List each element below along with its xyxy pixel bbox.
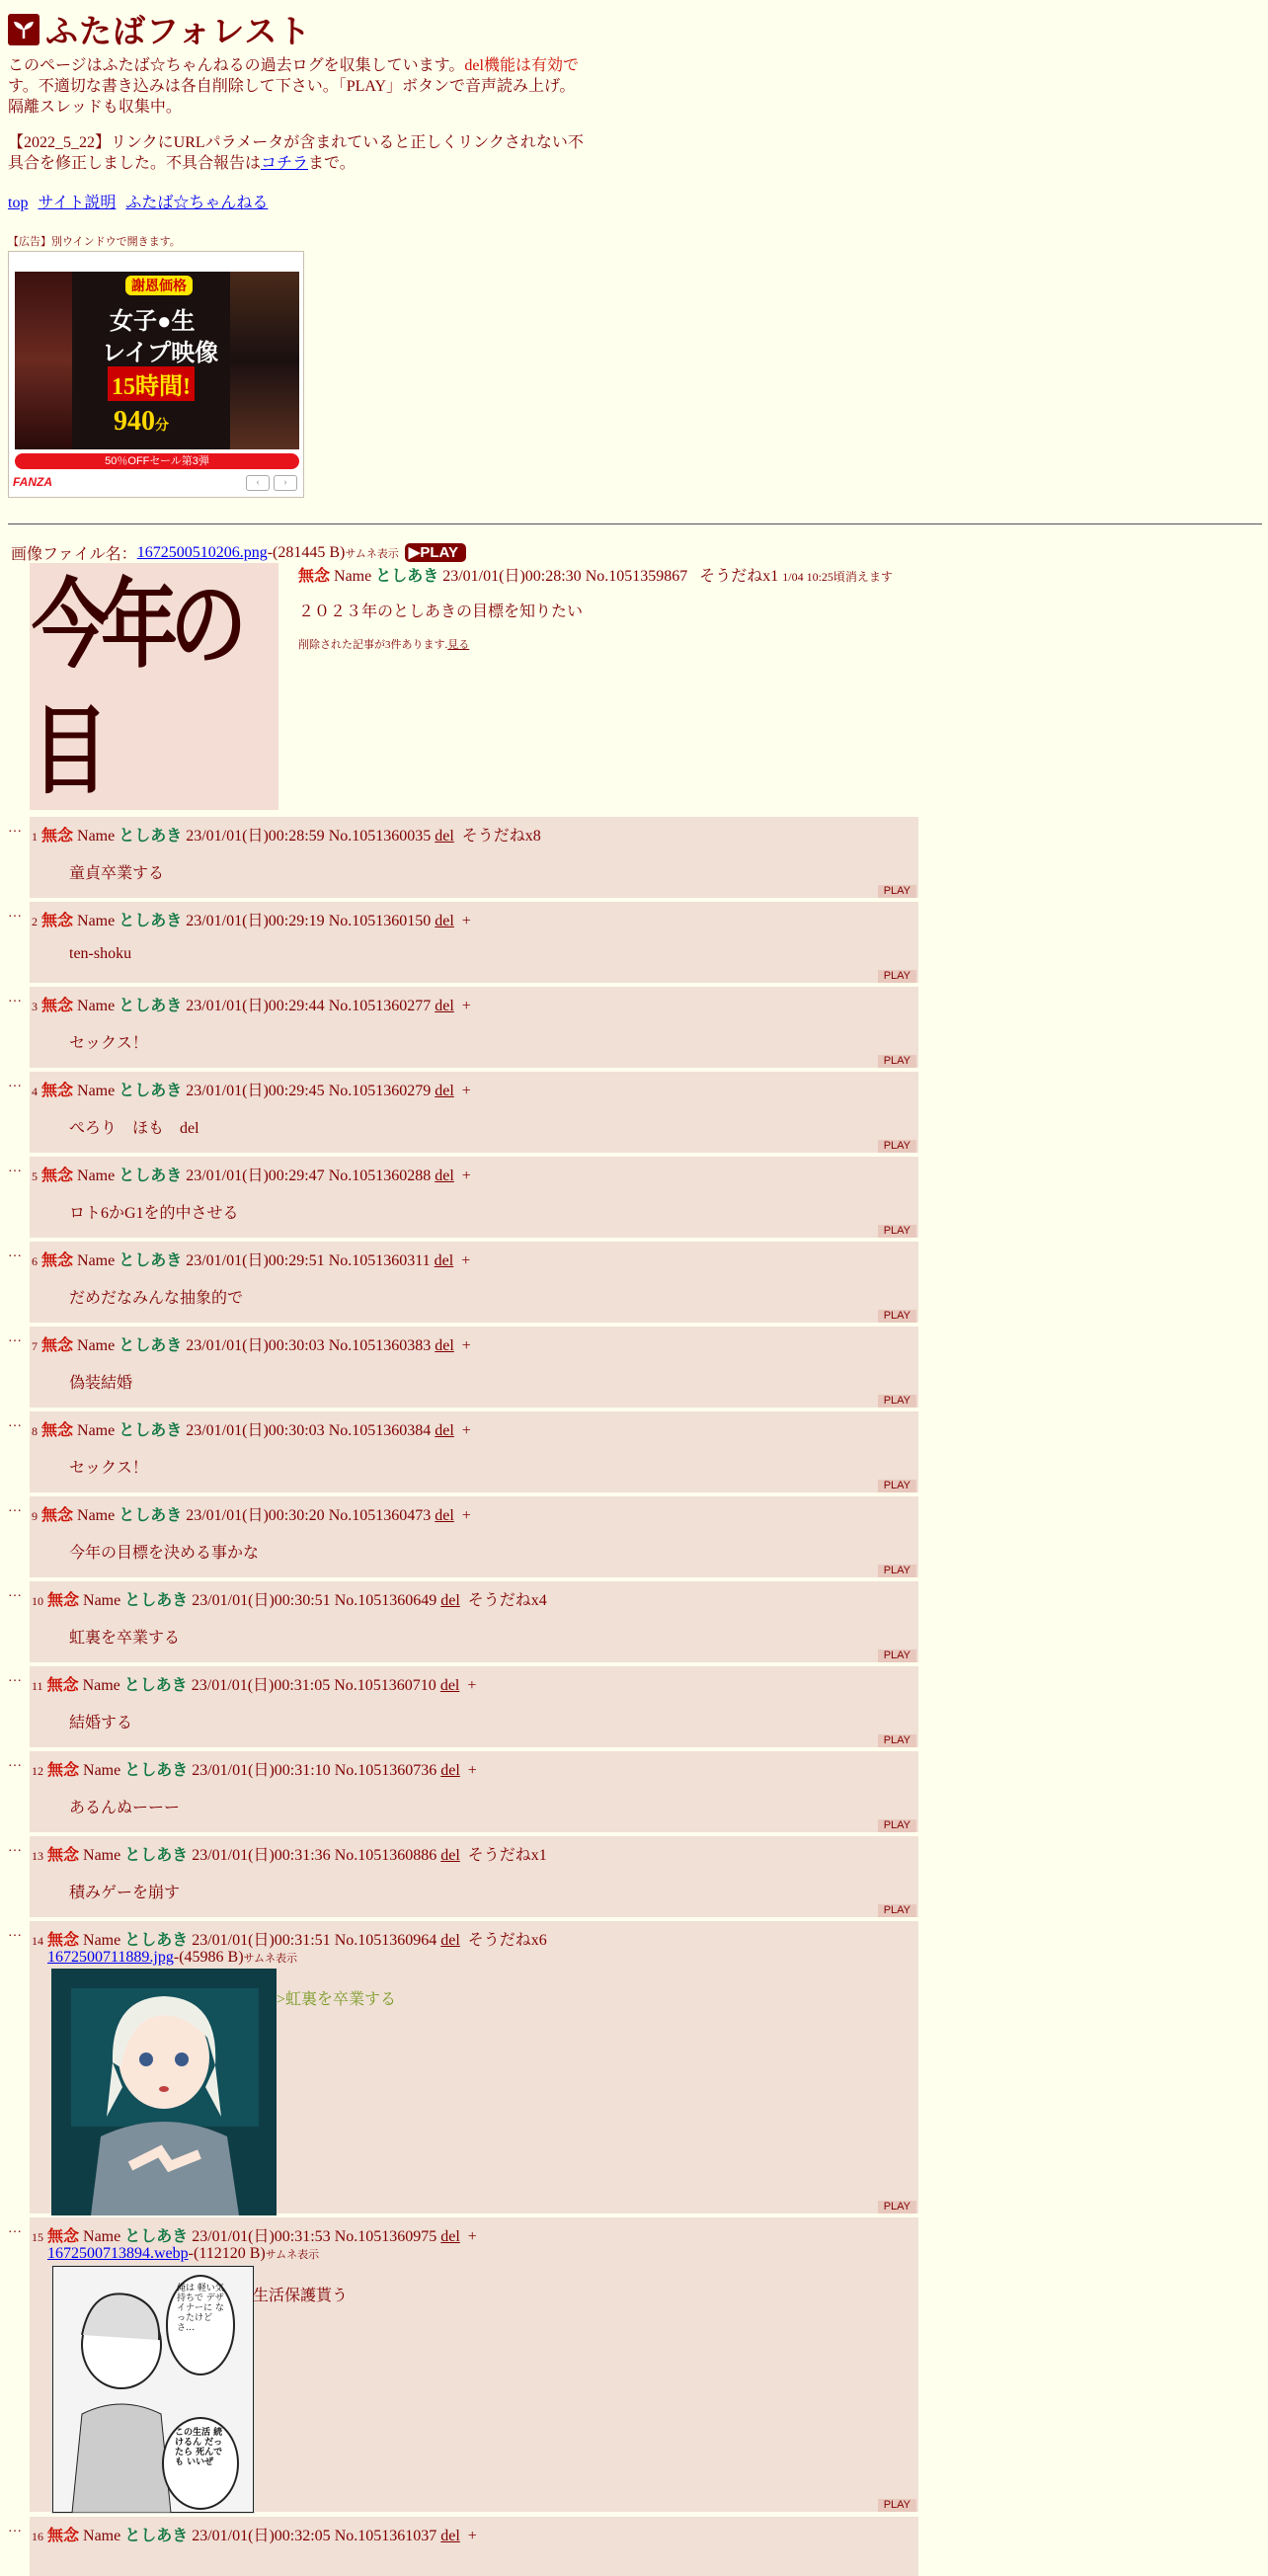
reply-datetime: 23/01/01(日)00:30:51 [192,1592,331,1609]
reply-subject: 無念 [41,828,74,845]
op-image-text: 今年の目 [32,570,240,808]
notice [8,132,600,174]
reply-sodane[interactable]: + [461,1507,471,1524]
site-title: ふたばフォレスト [45,15,312,50]
reply-subject: 無念 [41,1252,74,1269]
reply-body: セックス！ [69,1460,148,1477]
reply-play-button[interactable]: PLAY [878,1904,916,1917]
reply-sodane[interactable]: + [461,913,471,929]
op-file-link[interactable]: 1672500510206.png [136,543,268,561]
reply-play-button[interactable]: PLAY [878,1310,916,1323]
reply-header [32,823,541,845]
reply-body: 生活保護貰う [253,2288,349,2304]
reply-dots[interactable]: … [8,991,22,1006]
reply-play-button[interactable]: PLAY [878,2499,916,2512]
reply-header [32,1502,471,1525]
reply-name: としあき [119,1507,183,1524]
reply-name: としあき [119,828,183,845]
reply-post [30,1581,918,1662]
reply-index: 8 [32,1424,38,1438]
reply-del-link[interactable]: del [435,828,454,845]
reply-index: 14 [32,1934,43,1948]
reply-post [30,2217,918,2512]
chevron-left-icon[interactable]: ‹ [246,475,270,491]
reply-header [32,1757,477,1780]
ad-line2: レイプ映像 [102,341,219,366]
reply-dots[interactable]: … [8,1415,22,1430]
reply-del-link[interactable]: del [435,1167,454,1184]
reply-datetime: 23/01/01(日)00:31:36 [192,1847,331,1864]
nav-futaba-link[interactable]: ふたば☆ちゃんねる [125,195,269,211]
reply-dots[interactable]: … [8,1585,22,1600]
reply-play-button[interactable]: PLAY [878,1395,916,1408]
reply-sodane[interactable]: + [467,1762,477,1779]
op-name: としあき [375,568,439,585]
reply-file-size: -(112120 B) [188,2245,266,2262]
reply-name-label: Name [83,1847,121,1864]
reply-name: としあき [119,1083,183,1099]
reply-file-link[interactable]: 1672500711889.jpg [47,1949,174,1966]
reply-header [32,1078,471,1100]
reply-sodane[interactable]: そうだねx8 [461,828,541,845]
reply-datetime: 23/01/01(日)00:29:51 [186,1252,325,1269]
reply-datetime: 23/01/01(日)00:29:45 [186,1083,325,1099]
ad-image[interactable] [15,272,299,449]
reply-number[interactable]: No.1051360384 [328,1422,432,1439]
reply-dots[interactable]: … [8,1246,22,1260]
reply-sodane[interactable]: + [467,2528,477,2544]
reply-image[interactable] [51,1969,277,2215]
reply-datetime: 23/01/01(日)00:29:47 [186,1167,325,1184]
reply-post [30,1836,918,1917]
reply-index: 12 [32,1764,43,1778]
reply-del-link[interactable]: del [440,2228,460,2245]
reply-number[interactable]: No.1051360383 [328,1337,432,1354]
nav-about-link[interactable]: サイト説明 [38,195,117,211]
reply-name-label: Name [77,828,116,845]
reply-header [32,1587,547,1610]
reply-sodane[interactable]: そうだねx4 [467,1592,547,1609]
reply-subject: 無念 [47,1762,80,1779]
reply-name: としあき [124,1932,189,1949]
reply-play-button[interactable]: PLAY [878,1650,916,1662]
reply-index: 3 [32,1000,38,1013]
reply-dots[interactable]: … [8,1925,22,1940]
reply-del-link[interactable]: del [435,1507,454,1524]
reply-header [32,1927,547,1950]
reply-name: としあき [119,913,183,929]
reply-datetime: 23/01/01(日)00:29:44 [186,998,325,1014]
reply-number[interactable]: No.1051360035 [328,828,432,845]
reply-subject: 無念 [47,1592,80,1609]
reply-name: としあき [124,1762,189,1779]
ad-line3: 15時間! [108,366,195,401]
reply-file-size: -(45986 B) [173,1949,244,1966]
manga-bubble: この生活 続けるん だったら 死んでも いいぜ [175,2428,223,2467]
reply-number[interactable]: No.1051360649 [334,1592,437,1609]
reply-index: 15 [32,2230,43,2244]
reply-name-label: Name [83,1592,121,1609]
reply-post [30,1496,918,1577]
reply-datetime: 23/01/01(日)00:29:19 [186,913,325,929]
reply-number[interactable]: No.1051360288 [328,1167,432,1184]
report-link[interactable]: コチラ [261,155,309,172]
op-header [298,563,893,586]
reply-del-link[interactable]: del [439,1677,460,1694]
deleted-show-link[interactable]: 見る [447,639,470,651]
site-logo[interactable] [8,6,311,52]
reply-header [32,1163,471,1185]
reply-header [32,2523,477,2545]
reply-post [30,1666,918,1747]
reply-name: としあき [119,1252,183,1269]
reply-subject: 無念 [41,1422,74,1439]
reply-post [30,1921,918,2214]
reply-dots[interactable]: … [8,906,22,921]
op-name-label: Name [334,568,372,585]
reply-sodane[interactable]: + [461,1252,471,1269]
play-icon: ▶ [408,544,421,561]
reply-subject: 無念 [41,1337,74,1354]
reply-del-link[interactable]: del [440,1847,460,1864]
reply-name: としあき [123,1677,188,1694]
reply-index: 7 [32,1339,38,1353]
reply-datetime: 23/01/01(日)00:30:20 [186,1507,325,1524]
reply-play-button[interactable]: PLAY [878,1055,916,1068]
reply-play-button[interactable]: PLAY [878,2201,916,2214]
ad-banner[interactable] [8,251,304,498]
reply-body: >虹裏を卒業する [277,1991,397,2008]
reply-datetime: 23/01/01(日)00:31:51 [192,1932,331,1949]
op-subject: 無念 [298,568,331,585]
ad-brand: FANZA [13,475,52,489]
reply-del-link[interactable]: del [435,1337,454,1354]
reply-subject: 無念 [47,2528,80,2544]
op-play-button[interactable]: ▶PLAY [405,543,466,562]
notice-text: 【2022_5_22】リンクにURLパラメータが含まれていると正しくリンクされない不 [8,134,584,151]
reply-name-label: Name [77,1083,116,1099]
reply-file-link[interactable]: 1672500713894.webp [47,2245,189,2262]
reply-number[interactable]: No.1051360736 [334,1762,437,1779]
reply-datetime: 23/01/01(日)00:31:05 [191,1677,331,1694]
reply-number[interactable]: No.1051360277 [328,998,432,1014]
reply-number[interactable]: No.1051360886 [334,1847,437,1864]
reply-index: 11 [32,1679,43,1693]
manga-caption: 俺は 軽い気持ちで デザイナーに なったけど さ… [177,2284,224,2333]
reply-dots[interactable]: … [8,1330,22,1345]
reply-index: 9 [32,1509,38,1523]
reply-datetime: 23/01/01(日)00:30:03 [186,1422,325,1439]
reply-subject: 無念 [41,913,74,929]
op-image[interactable] [30,563,278,810]
reply-image[interactable] [51,2265,255,2514]
reply-datetime: 23/01/01(日)00:32:05 [192,2528,331,2544]
reply-header [32,1672,476,1695]
reply-header [32,908,471,930]
reply-del-link[interactable]: del [440,1592,460,1609]
thumb-toggle[interactable]: サムネ表示 [265,2249,320,2261]
reply-header [32,1248,470,1270]
reply-name: としあき [119,1422,183,1439]
reply-post [30,1157,918,1238]
reply-dots[interactable]: … [8,821,22,836]
reply-play-button[interactable]: PLAY [878,1819,916,1832]
reply-index: 2 [32,915,38,928]
reply-number[interactable]: No.1051360975 [334,2228,437,2245]
chevron-right-icon[interactable]: › [274,475,297,491]
reply-body: 偽装結婚 [69,1375,133,1392]
reply-name-label: Name [77,1422,116,1439]
reply-subject: 無念 [41,1083,74,1099]
top-nav [8,190,274,212]
reply-header [32,1417,471,1440]
reply-del-link[interactable]: del [435,998,454,1014]
reply-index: 10 [32,1594,43,1608]
reply-body: だめだなみんな抽象的で [69,1290,244,1307]
reply-dots[interactable]: … [8,2221,22,2236]
reply-index: 6 [32,1254,38,1268]
reply-name-label: Name [77,1167,116,1184]
reply-datetime: 23/01/01(日)00:31:53 [192,2228,331,2245]
reply-post [30,1072,918,1153]
reply-header [32,1842,547,1865]
op-body: ２０２３年のとしあきの目標を知りたい [298,604,584,620]
reply-number[interactable]: No.1051360311 [328,1252,431,1269]
reply-sodane[interactable]: + [461,998,471,1014]
reply-number[interactable]: No.1051360279 [328,1083,432,1099]
reply-name: としあき [124,1847,189,1864]
reply-number[interactable]: No.1051360710 [334,1677,436,1694]
reply-datetime: 23/01/01(日)00:30:03 [186,1337,325,1354]
reply-name: としあき [119,1337,183,1354]
reply-number[interactable]: No.1051360964 [334,1932,437,1949]
reply-play-button[interactable]: PLAY [878,1565,916,1577]
reply-body: 積みゲーを崩す [69,1885,181,1901]
reply-index: 16 [32,2530,43,2543]
reply-body: あるんぬーーー [69,1800,181,1816]
reply-body: ロト6かG1を的中させる [69,1205,239,1222]
reply-name-label: Name [83,2528,121,2544]
reply-sodane[interactable]: そうだねx6 [467,1932,547,1949]
reply-play-button[interactable]: PLAY [878,1734,916,1747]
reply-index: 5 [32,1169,38,1183]
reply-dots[interactable]: … [8,1076,22,1090]
reply-header [32,1332,471,1355]
reply-post [30,817,918,898]
intro-text-2: す。不適切な書き込みは各自削除して下さい。「PLAY」ボタンで音声読み上げ。 [8,78,576,95]
reply-post [30,2517,918,2576]
reply-name: としあき [119,1167,183,1184]
reply-play-button[interactable]: PLAY [878,1225,916,1238]
op-file-size: -(281445 B) [267,543,346,561]
reply-subject: 無念 [41,998,74,1014]
ad-tag: 謝恩価格 [125,276,193,295]
reply-body: 虹裏を卒業する [69,1630,181,1647]
reply-play-button[interactable]: PLAY [878,1140,916,1153]
reply-subject: 無念 [47,1932,80,1949]
reply-play-button[interactable]: PLAY [878,1480,916,1492]
reply-dots[interactable]: … [8,1755,22,1770]
reply-datetime: 23/01/01(日)00:31:10 [192,1762,331,1779]
reply-dots[interactable]: … [8,2521,22,2536]
reply-header [32,2223,477,2246]
ad-arrows [246,475,297,491]
reply-play-button[interactable]: PLAY [878,970,916,983]
ad-sale-bar[interactable]: 50％OFFセール第3弾 [15,453,299,469]
site-description [8,55,600,118]
reply-name-label: Name [77,1252,116,1269]
reply-name-label: Name [83,1932,121,1949]
reply-body: 今年の目標を決める事かな [69,1545,260,1562]
reply-dots[interactable]: … [8,1840,22,1855]
op-expire: 1/04 10:25頃消えます [782,570,893,584]
reply-index: 1 [32,830,38,844]
reply-body: 童貞卒業する [69,865,165,882]
reply-name-label: Name [77,998,116,1014]
reply-name: としあき [124,2528,189,2544]
reply-subject: 無念 [47,2228,80,2245]
reply-post [30,1242,918,1323]
op-number[interactable]: No.1051359867 [585,568,688,585]
intro-red-text: del機能は有効で [464,57,579,74]
reply-name-label: Name [77,913,116,929]
reply-post [30,1327,918,1408]
reply-post [30,1411,918,1492]
reply-sodane[interactable]: + [461,1083,471,1099]
reply-del-link[interactable]: del [435,1422,454,1439]
op-file-line [11,541,466,564]
reply-dots[interactable]: … [8,1161,22,1175]
reply-file-line [47,2245,319,2263]
reply-name-label: Name [77,1507,116,1524]
reply-post [30,902,918,983]
reply-number[interactable]: No.1051361037 [334,2528,437,2544]
reply-post [30,1751,918,1832]
nav-top-link[interactable]: top [8,195,29,211]
reply-name: としあき [124,2228,189,2245]
reply-post [30,987,918,1068]
reply-del-link[interactable]: del [435,1083,454,1099]
sprout-icon [8,14,40,45]
thumb-toggle[interactable]: サムネ表示 [345,547,399,560]
reply-body: ten-shoku [69,945,132,962]
reply-header [32,993,471,1015]
ad-price: 940分 [114,406,169,437]
reply-index: 4 [32,1085,38,1098]
op-datetime: 23/01/01(日)00:28:30 [442,568,582,585]
reply-subject: 無念 [46,1677,79,1694]
reply-subject: 無念 [41,1507,74,1524]
intro-text-3: 隔離スレッドも収集中。 [8,99,182,116]
reply-del-link[interactable]: del [435,913,454,929]
reply-sodane[interactable]: + [467,2228,477,2245]
reply-sodane[interactable]: + [461,1422,471,1439]
reply-index: 13 [32,1849,43,1863]
ad-label: 【広告】別ウインドウで開きます。 [8,236,181,248]
reply-del-link[interactable]: del [440,1932,460,1949]
reply-number[interactable]: No.1051360473 [328,1507,432,1524]
notice-text-3: まで。 [308,155,356,172]
reply-dots[interactable]: … [8,1670,22,1685]
reply-body: 結婚する [69,1715,133,1731]
reply-name-label: Name [82,1677,120,1694]
op-deleted-note: 削除された記事が3件あります.見る [298,639,470,651]
notice-text-2: 具合を修正しました。不具合報告は [8,155,262,172]
reply-dots[interactable]: … [8,1500,22,1515]
reply-name-label: Name [83,2228,121,2245]
reply-sodane[interactable]: + [461,1337,471,1354]
reply-name: としあき [119,998,183,1014]
reply-name-label: Name [83,1762,121,1779]
reply-play-button[interactable]: PLAY [878,885,916,898]
thumb-toggle[interactable]: サムネ表示 [243,1953,297,1965]
reply-del-link[interactable]: del [440,2528,460,2544]
reply-number[interactable]: No.1051360150 [328,913,432,929]
file-label: 画像ファイル名： [11,546,137,563]
op-sodane[interactable]: そうだねx1 [699,568,779,585]
reply-sodane[interactable]: + [467,1677,477,1694]
ad-line1: 女子●生 [110,309,196,335]
reply-sodane[interactable]: そうだねx1 [467,1847,547,1864]
reply-file-line [47,1949,297,1967]
intro-text: このページはふたば☆ちゃんねるの過去ログを収集しています。 [8,57,465,74]
divider [8,523,1262,524]
reply-sodane[interactable]: + [461,1167,471,1184]
reply-del-link[interactable]: del [440,1762,460,1779]
reply-subject: 無念 [47,1847,80,1864]
reply-name-label: Name [77,1337,116,1354]
reply-subject: 無念 [41,1167,74,1184]
reply-body: ぺろり ほも del [69,1120,199,1137]
reply-body: セックス！ [69,1035,148,1052]
reply-datetime: 23/01/01(日)00:28:59 [186,828,325,845]
reply-del-link[interactable]: del [434,1252,454,1269]
reply-name: としあき [124,1592,189,1609]
